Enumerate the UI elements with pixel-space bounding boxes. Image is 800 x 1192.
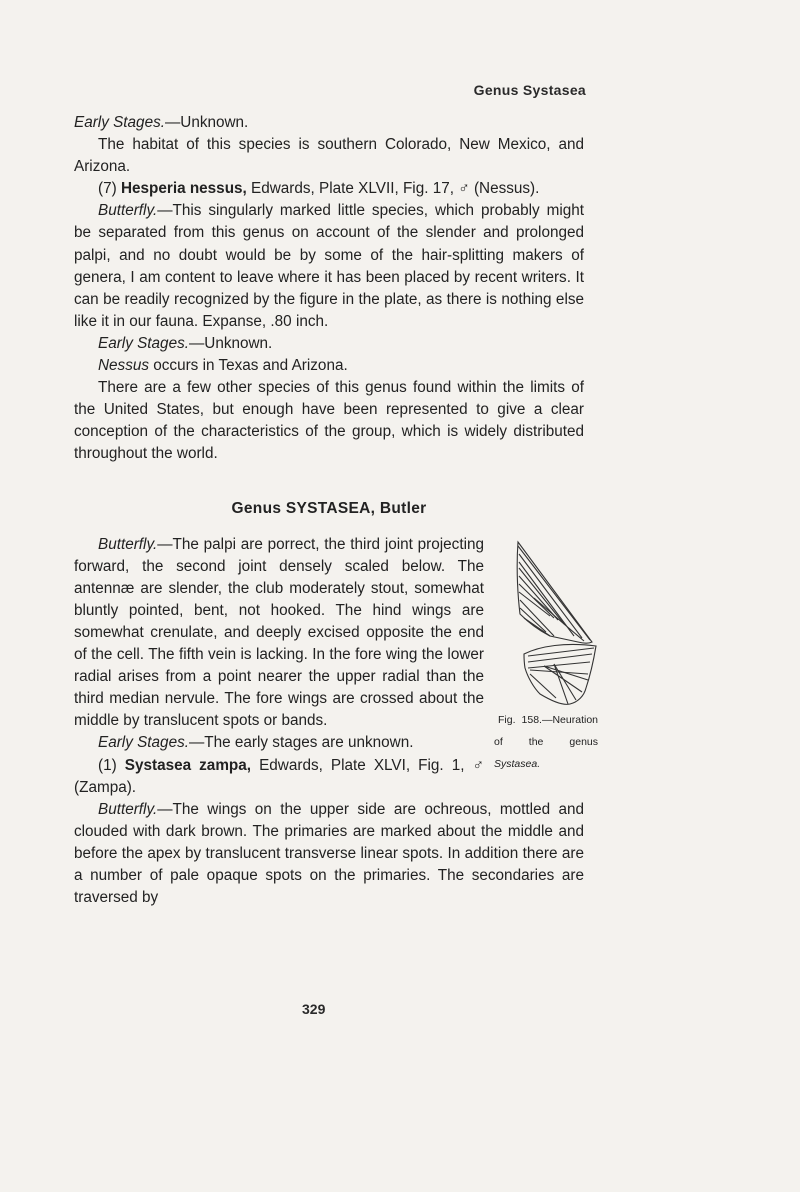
figure-neuration bbox=[494, 538, 598, 774]
paragraph-species-nessus bbox=[74, 178, 584, 200]
paragraph-other-species: There are a few other species of this genus found within the limits of the United States, but enough have been represented to give a clear conception of the characteristics of the group, which is widely distributed throughout the world. bbox=[74, 379, 584, 463]
species-reference: Edwards, Plate XLVI, Fig. 1, ♂ (Zampa). bbox=[74, 756, 485, 796]
butterfly-text: —This singularly marked little species, which probably might be separated from this genus on account of the slender and prolonged palpi, and no doubt would be by some of the hair-splitting makers of genera, I am content to leave where it has been placed by recent writers. It can be readily recognized by the figure in the plate, as there is nothing else like it in our fauna. Expanse, .80 inch. bbox=[74, 202, 584, 330]
butterfly-text: —The palpi are porrect, the third joint projecting forward, the second joint densely scaled below. The antennæ are slender, the club moderately stout, somewhat bluntly pointed, bent, not hooked. The hind wings are somewhat crenulate, and deeply excised opposite the end of the cell. The fifth vein is lacking. In the fore wing the lower radial arises from a point nearer the upper radial than the third median nervule. The fore wings are crossed about the middle by translucent spots or bands. bbox=[74, 535, 484, 730]
early-stages-text: —Unknown. bbox=[188, 334, 273, 352]
butterfly-label: Butterfly. bbox=[98, 800, 158, 818]
paragraph-nessus-range bbox=[74, 355, 584, 377]
early-stages-label: Early Stages. bbox=[98, 334, 189, 352]
figure-caption bbox=[494, 714, 598, 770]
figure-caption-text: —Neuration of the genus bbox=[494, 713, 598, 748]
early-stages-text: —Unknown. bbox=[164, 114, 249, 131]
paragraph-early-stages-2 bbox=[74, 333, 584, 355]
early-stages-label: Early Stages. bbox=[98, 734, 189, 752]
section-heading: Genus SYSTASEA, Butler bbox=[231, 499, 427, 517]
species-number: (7) bbox=[98, 180, 117, 198]
species-reference: Edwards, Plate XLVII, Fig. 17, ♂ (Nessus). bbox=[246, 180, 540, 198]
early-stages-label: Early Stages. bbox=[74, 114, 165, 131]
butterfly-label: Butterfly. bbox=[98, 535, 158, 553]
paragraph-butterfly-nessus bbox=[74, 200, 584, 333]
early-stages-text: —The early stages are unknown. bbox=[188, 734, 414, 752]
species-number: (1) bbox=[98, 756, 117, 774]
butterfly-text: —The wings on the upper side are ochreous, mottled and clouded with dark brown. The primaries are marked about the middle and before the apex by translucent transverse linear spots. In addition there are a number of pale opaque spots on the primaries. The secondaries are traversed by bbox=[74, 800, 584, 907]
species-name: Systasea zampa, bbox=[124, 756, 252, 774]
figure-genus: Systasea. bbox=[494, 757, 541, 770]
running-head: Genus Systasea bbox=[473, 82, 586, 98]
paragraph-butterfly-zampa bbox=[74, 799, 584, 909]
page-number: 329 bbox=[302, 1001, 326, 1017]
wing-neuration-icon bbox=[494, 538, 598, 708]
figure-label: Fig. 158. bbox=[498, 713, 542, 726]
butterfly-label: Butterfly. bbox=[98, 202, 158, 220]
paragraph-habitat: The habitat of this species is southern Colorado, New Mexico, and Arizona. bbox=[74, 136, 584, 176]
species-name: Hesperia nessus, bbox=[120, 180, 247, 198]
text-block bbox=[74, 112, 598, 909]
range-text: occurs in Texas and Arizona. bbox=[149, 357, 348, 375]
species-name-italic: Nessus bbox=[98, 357, 150, 375]
paragraph-early-stages-1 bbox=[74, 112, 584, 134]
